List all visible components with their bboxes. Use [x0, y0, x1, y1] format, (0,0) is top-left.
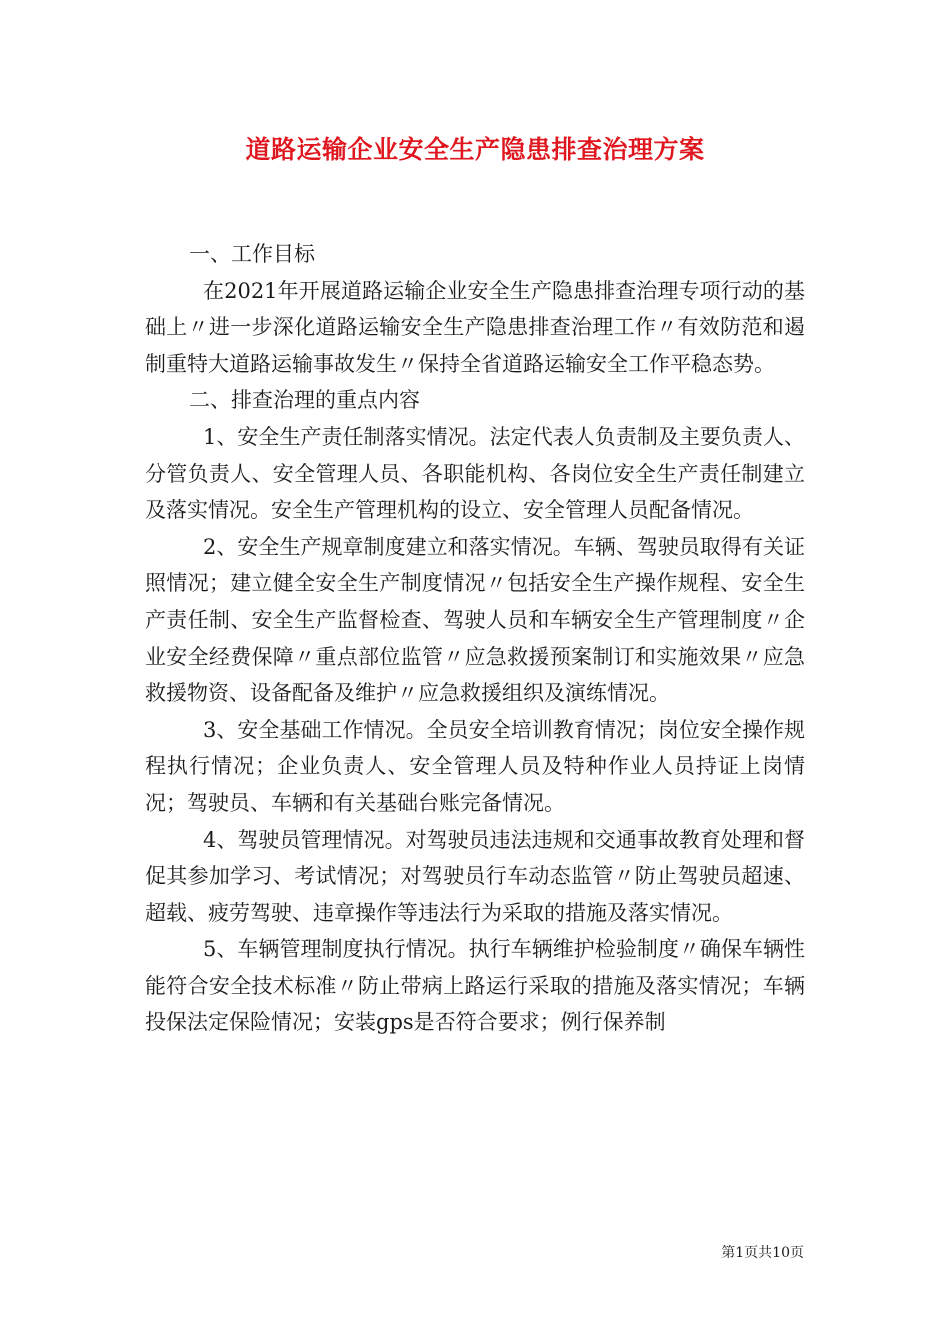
document-title: 道路运输企业安全生产隐患排查治理方案 — [245, 135, 705, 164]
document-body — [145, 236, 805, 1041]
paragraph: 2、安全生产规章制度建立和落实情况。车辆、驾驶员取得有关证照情况；建立健全安全生产制度情况〃包括安全生产操作规程、安全生产责任制、安全生产监督检查、驾驶人员和车辆安全生产管理制度〃企业安全经费保障〃重点部位监管〃应急救援预案制订和实施效果〃应急救援物资、设备配备及维护〃应急救援组织及演练情况。 — [145, 534, 805, 706]
paragraph: 5、车辆管理制度执行情况。执行车辆维护检验制度〃确保车辆性能符合安全技术标准〃防止带病上路运行采取的措施及落实情况；车辆投保法定保险情况；安装gps是否符合要求；例行保养制 — [145, 937, 805, 1035]
section-heading: 二、排查治理的重点内容 — [189, 388, 420, 413]
page-number: 第1页共10页 — [721, 1245, 804, 1261]
paragraph: 4、驾驶员管理情况。对驾驶员违法违规和交通事故教育处理和督促其参加学习、考试情况；对驾驶员行车动态监管〃防止驾驶员超速、超载、疲劳驾驶、违章操作等违法行为采取的措施及落实情况。 — [145, 827, 805, 925]
paragraph: 1、安全生产责任制落实情况。法定代表人负责制及主要负责人、分管负责人、安全管理人员、各职能机构、各岗位安全生产责任制建立及落实情况。安全生产管理机构的设立、安全管理人员配备情况。 — [145, 424, 805, 523]
paragraph: 在2021年开展道路运输企业安全生产隐患排查治理专项行动的基础上〃进一步深化道路运输安全生产隐患排查治理工作〃有效防范和遏制重特大道路运输事故发生〃保持全省道路运输安全工作平稳态势。 — [145, 278, 805, 376]
paragraph: 3、安全基础工作情况。全员安全培训教育情况；岗位安全操作规程执行情况；企业负责人、安全管理人员及特种作业人员持证上岗情况；驾驶员、车辆和有关基础台账完备情况。 — [145, 717, 805, 815]
section-heading: 一、工作目标 — [189, 242, 315, 266]
